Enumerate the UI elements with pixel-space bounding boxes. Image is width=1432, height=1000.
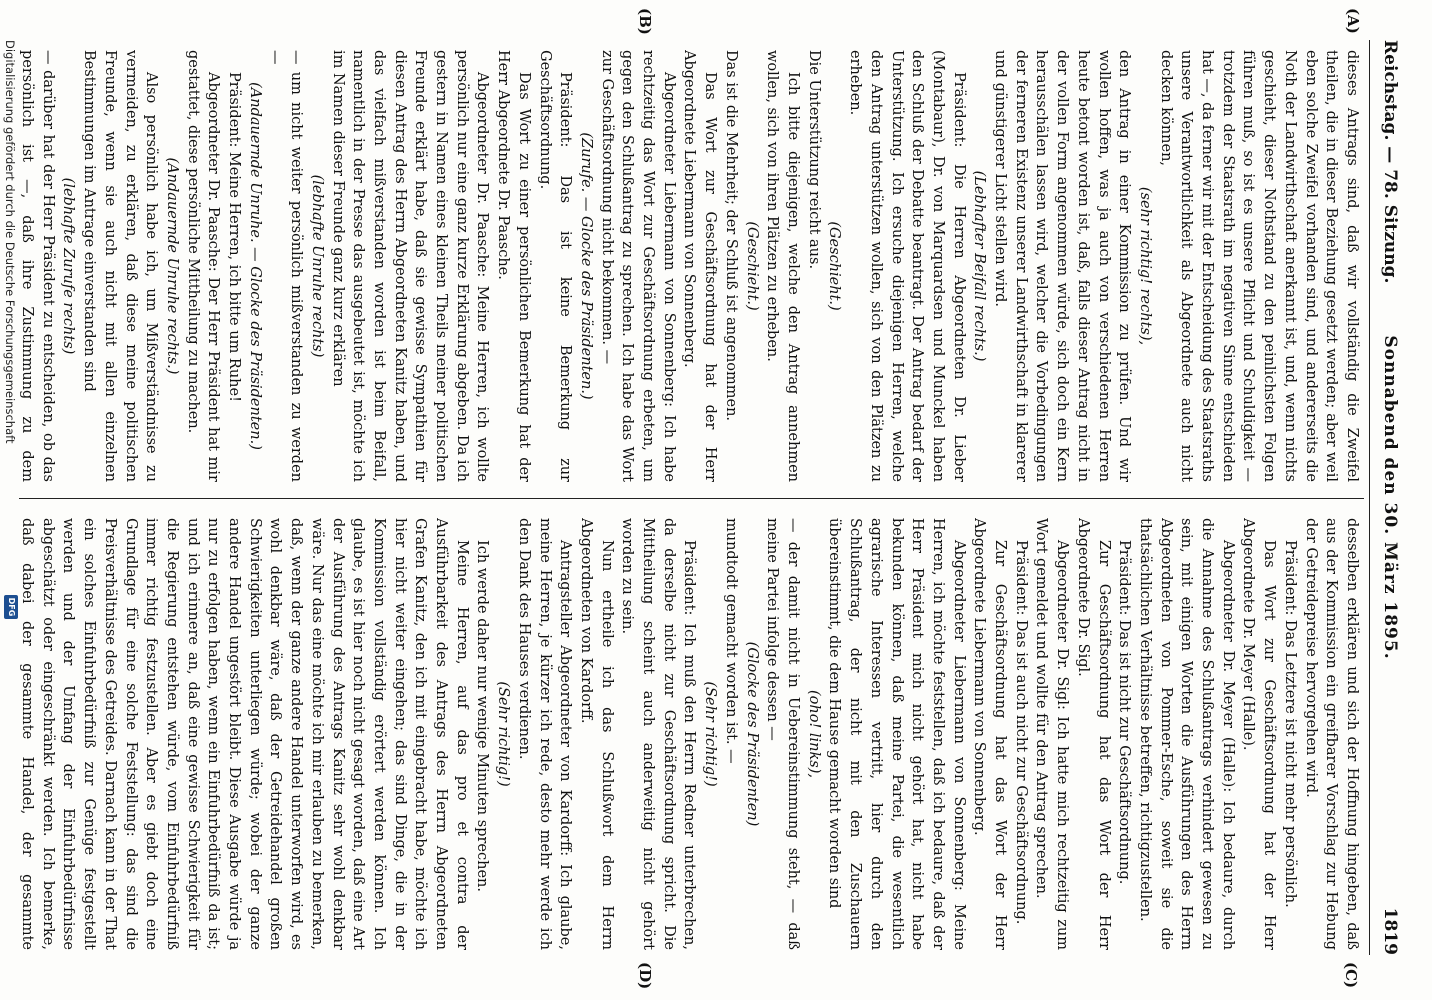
paragraph: dieses Antrags sind, daß wir vollständig die Zweifel theilen, die in dieser Beziehung gesetzt werden; aber weil eben solche Zweifel vorhanden sind, und andererseits die Noth der Landwirthschaft anerkannt ist, und, wenn nichts geschieht, dieser Nothstand zu den peinlichsten Folgen führen muß, so ist es unsere Pflicht und Schuldigkeit — trotzdem der Staatsrath im negativen Sinne entschieden hat —, da ferner wir mit der Entscheidung des Staatsraths unsere Verantwortlichkeit als Abgeordnete auch nicht decken können,: [1157, 50, 1360, 482]
paragraph: (Sehr richtig!): [495, 681, 512, 787]
running-head-date: Sonnabend den 30. März 1895.: [1380, 335, 1400, 660]
page-number: 1819: [1380, 907, 1400, 955]
paragraph: Abgeordneter Dr. Paasche: Meine Herren, ich wollte persönlich nur eine ganz kurze Erklärung abgeben. Da ich gestern in Namen eines kleinen Theils meiner politischen Freunde erklärt habe, daß sie gewisse Sympathien für diesen Antrag des Herrn Abgeordneten Kanitz haben, und das vielfach mißverstanden worden ist beim Beifall, namentlich in der Presse das ausgebeutet ist, möchte ich im Namen dieser Freunde ganz kurz erklären: [329, 50, 491, 482]
paragraph: Das Wort zu einer persönlichen Bemerkung hat der Herr Abgeordnete Dr. Paasche.: [495, 50, 532, 482]
column-divider: [19, 498, 1364, 499]
paragraph: (Geschieht.): [743, 221, 760, 311]
paragraph: — um nicht weiter persönlich mißverstanden zu werden —: [267, 50, 305, 482]
paragraph: Meine Herren, auf das pro et contra der Ausführbarkeit des Antrags des Herrn Abgeordneten Grafen Kanitz, den ich mit eingebracht habe, möchte ich hier nicht weiter eingehen; das sind Dinge, die in der Kommission vollständig erörtert werden können. Ich glaube, es ist hier noch nicht gesagt worden, daß eine Art der Ausführung des Antrags Kanitz sehr wohl denkbar wäre. Nur das eine möchte ich mir erlauben zu bemerken, daß, wenn der ganze andere Handel unterworfen wird, es wohl denkbar wäre, daß der Getreidehandel großen Schwierigkeiten unterliegen würde; wobei der ganze andere Handel ungestört bleibt. Diese Ausgabe würde ja nur zu erfolgen haben, wenn ein Einfuhrbedürfniß da ist; und ich erinnere an, daß eine gewisse Schwierigkeit für die Regierung entstehen würde, vom Einfuhrbedürfniß immer richtig festzustellen. Aber es giebt doch eine Grundlage für eine solche Feststellung: das sind die Preisverhältnisse des Getreides. Darnach kann in der That ein solches Einfuhrbedürfniß zur Genüge festgestellt werden und der Umfang der Einfuhrbedürfnisse abgeschätzt oder eingeschränkt werden. Ich bemerke, daß dabei der gesammte Handel, der gesammte: [19, 518, 470, 950]
paragraph: — der damit nicht in Uebereinstimmung steht, — daß meine Partei infolge dessen —: [764, 518, 802, 950]
paragraph: Die Unterstützung reicht aus.: [805, 50, 822, 270]
paragraph: (Andauernde Unruhe rechts.): [163, 157, 180, 375]
paragraph: Das Wort zur Geschäftsordnung hat der Herr Abgeordnete Liebermann von Sonnenberg.: [681, 50, 719, 482]
paragraph: (Zurufe. — Glocke des Präsidenten.): [577, 132, 594, 400]
paragraph: (lebhafte Zurufe rechts): [60, 177, 77, 355]
right-column: [17, 518, 1362, 950]
running-head: [1374, 40, 1404, 955]
digitization-footer: [0, 0, 20, 1000]
paragraph: Zur Geschäftsordnung hat das Wort der Herr Abgeordnete Dr. Sigl.: [1074, 518, 1112, 950]
paragraph: (oho! links),: [805, 690, 822, 778]
paragraph: Ich bitte diejenigen, welche den Antrag annehmen wollen, sich von ihren Plätzen zu erheben.: [764, 50, 802, 482]
left-column: [17, 50, 1362, 482]
paragraph: (Andauernde Unruhe. — Glocke des Präsidenten.): [246, 82, 263, 450]
paragraph: Das ist die Mehrheit; der Schluß ist angenommen.: [722, 50, 739, 422]
paragraph: Präsident: Ich muß den Herrn Redner unterbrechen, da derselbe nicht zur Geschäftsordnung spricht. Die Mittheilung scheint auch anderweitig nicht gehört worden zu sein.: [619, 518, 698, 950]
paragraph: Präsident: Das ist auch nicht zur Geschäftsordnung.: [1012, 540, 1029, 925]
paragraph: (Geschieht.): [826, 221, 843, 311]
paragraph: Präsident: Das ist nicht zur Geschäftsordnung.: [1116, 540, 1133, 885]
paragraph: Abgeordneter Dr. Meyer (Halle): Ich bedaure, durch die Annahme des Schlußantrags verhindert gewesen zu sein, mit einigen Worten die Ausführungen des Herrn Abgeordneten von Pommer-Esche, soweit sie die thatsächlichen Verhältnisse betreffen, richtigzustellen.: [1136, 518, 1236, 950]
footer-credit: Digitalisierung gefördert durch die Deutsche Forschungsgemeinschaft: [3, 40, 17, 444]
dfg-logo: DFG: [4, 595, 18, 619]
paragraph: Präsident: Das ist keine Bemerkung zur Geschäftsordnung.: [536, 50, 574, 482]
paragraph: (Lebhafter Beifall rechts.): [971, 170, 988, 362]
paragraph: Abgeordneter Liebermann von Sonnenberg: Meine Herren, ich möchte feststellen, daß ich bedaure, daß der Herr Präsident mich nicht gehört hat, nicht habe bekunden können, daß meine Partei, die wesentlich agrarische Interessen vertritt, hier durch den Schlußantrag, der nicht mit den Zuschauern übereinstimmt, die dem Hause gemacht worden sind: [826, 518, 967, 950]
paragraph: Präsident: Das Letztere ist nicht mehr persönlich.: [1281, 540, 1298, 908]
paragraph: Abgeordneter Dr. Paasche: Der Herr Präsident hat mir gestattet, diese persönliche Mittheilung zu machen.: [184, 50, 222, 482]
paragraph: Das Wort zur Geschäftsordnung hat der Herr Abgeordnete Dr. Meyer (Halle).: [1240, 518, 1278, 950]
paragraph: Ich werde daher nur wenige Minuten sprechen.: [474, 540, 491, 892]
paragraph: Präsident: Meine Herren, ich bitte um Ruhe!: [226, 72, 243, 402]
paragraph: den Antrag in einer Kommission zu prüfen. Und wir wollen hoffen, was ja auch von verschiedenen Herren heute betont worden ist, daß, falls dieser Antrag nicht in der vollen Form angenommen würde, sich doch ein Kern herausschälen lassen wird, welcher die Vorbedingungen der ferneren Existenz unserer Landwirthschaft in klarerer und günstigerer Licht stellen wird.: [992, 50, 1133, 482]
margin-marker-b: (B): [636, 8, 654, 35]
margin-marker-d: (D): [636, 962, 654, 990]
paragraph: (Sehr richtig!): [702, 681, 719, 787]
paragraph: (Glocke des Präsidenten): [743, 641, 760, 827]
running-head-left: Reichstag. — 78. Sitzung.: [1380, 40, 1400, 284]
header-rule: [1369, 40, 1370, 955]
paragraph: Also persönlich habe ich, um Mißverständnisse zu vermeiden, zu erklären, daß diese meine politischen Freunde, wenn sie auch nicht mit allen einzelnen Bestimmungen im Antrage einverstanden sind: [81, 50, 160, 482]
paragraph: — darüber hat der Herr Präsident zu entscheiden, ob das persönlich ist —, daß ihre Zustimmung zu dem: [19, 50, 56, 482]
margin-marker-a: (A): [1344, 8, 1362, 34]
paragraph: Nun ertheile ich das Schlußwort dem Herrn Abgeordneten von Kardorff.: [577, 518, 615, 950]
paragraph: Abgeordneter Liebermann von Sonnenberg: Ich habe rechtzeitig das Wort zur Geschäftsordnung erbeten, um gegen den Schlußantrag zu sprechen. Ich habe das Wort zur Geschäftsordnung nicht bekommen. —: [598, 50, 677, 482]
paragraph: desselben erklären und sich der Hoffnung hingeben, daß aus der Kommission ein greifbarer Vorschlag zur Hebung der Getreidepreise hervorgehen wird.: [1302, 518, 1360, 950]
paragraph: Abgeordneter Dr. Sigl: Ich hatte mich rechtzeitig zum Wort gemeldet und wollte für den Antrag sprechen.: [1033, 518, 1071, 950]
paragraph: Antragsteller Abgeordneter von Kardorff: Ich glaube, meine Herren, je kürzer ich rede, desto mehr werde ich den Dank des Hauses verdienen.: [515, 518, 574, 950]
paragraph: Präsident: Die Herren Abgeordneten Dr. Lieber (Montabaur), Dr. von Marquardsen und Munckel haben den Schluß der Debatte beantragt. Der Antrag bedarf der Unterstützung. Ich ersuche diejenigen Herren, welche den Antrag unterstützen wollen, sich von den Plätzen zu erheben.: [847, 50, 967, 482]
paragraph: (lebhafte Unruhe rechts): [308, 174, 325, 358]
paragraph: (sehr richtig! rechts),: [1136, 186, 1153, 346]
margin-marker-c: (C): [1342, 962, 1360, 989]
paragraph: Zur Geschäftsordnung hat das Wort der Herr Abgeordnete Liebermann von Sonnenberg.: [971, 518, 1009, 950]
paragraph: mundtodt gemacht worden ist. —: [722, 518, 739, 764]
